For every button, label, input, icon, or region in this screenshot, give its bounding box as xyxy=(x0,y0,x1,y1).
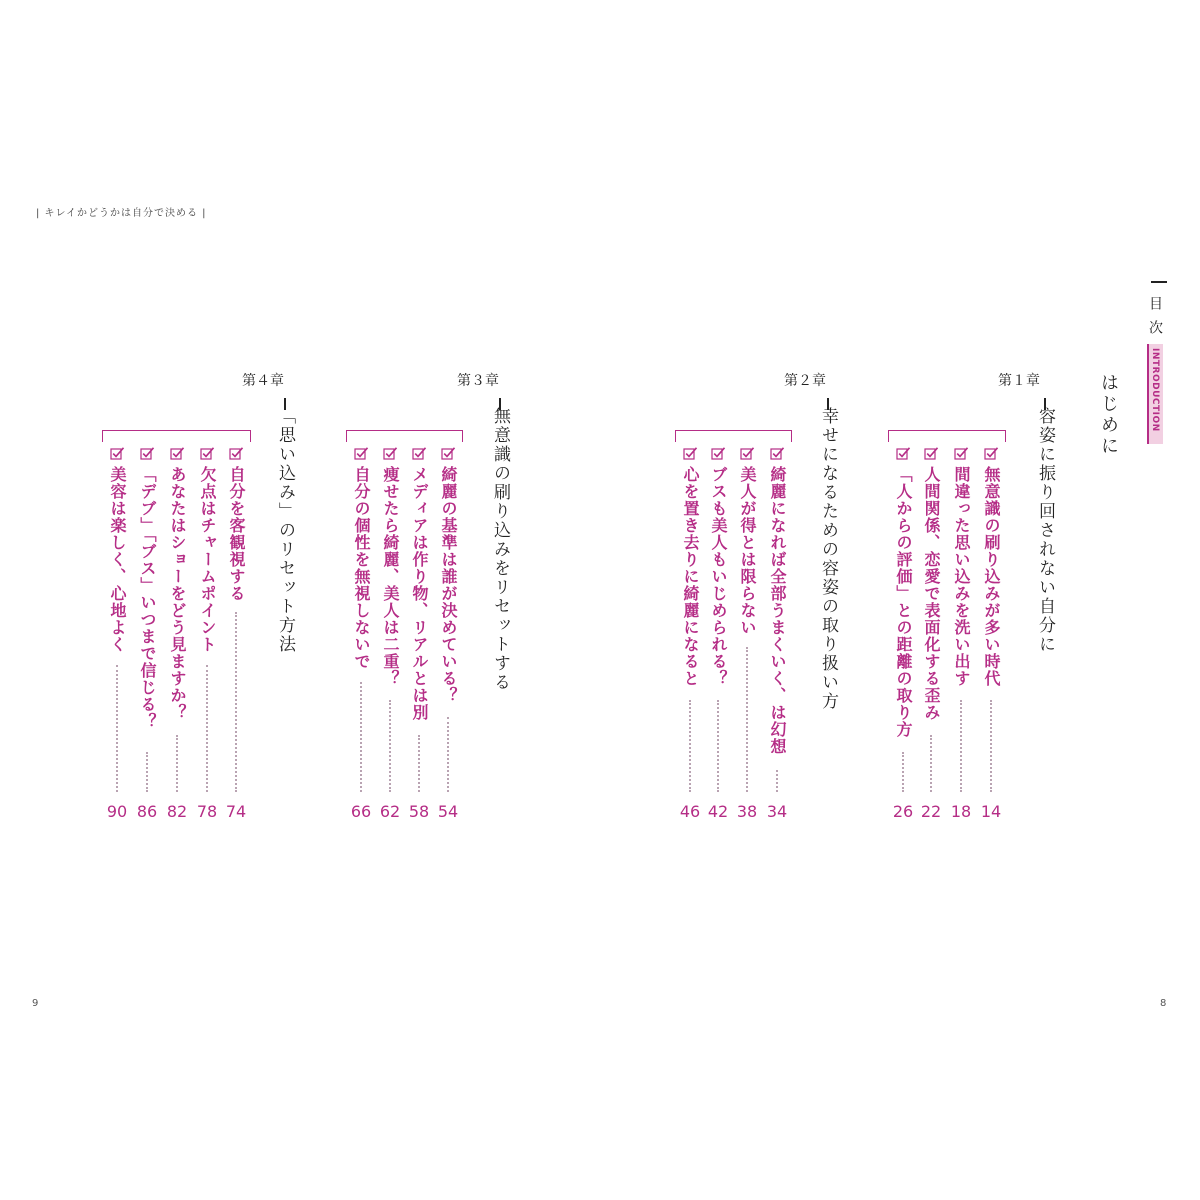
chapter-title[interactable]: 「思い込み」のリセット方法 xyxy=(275,407,295,654)
toc-page-number[interactable]: 38 xyxy=(736,802,758,821)
toc-page-number[interactable]: 86 xyxy=(136,802,158,821)
dotted-leader xyxy=(116,665,118,793)
toc-entry-title[interactable]: 自分の個性を無視しないで xyxy=(352,466,371,670)
toc-page-number[interactable]: 74 xyxy=(225,802,247,821)
checkbox-check-icon xyxy=(441,446,456,461)
dotted-leader xyxy=(717,700,719,793)
toc-page-number[interactable]: 82 xyxy=(166,802,188,821)
toc-entry-title[interactable]: 自分を客観視する xyxy=(227,466,246,602)
chapter-title[interactable]: 幸せになるための容姿の取り扱い方 xyxy=(818,407,838,711)
chapter-bracket xyxy=(346,430,463,442)
toc-page-number[interactable]: 26 xyxy=(892,802,914,821)
chapter-title[interactable]: 無意識の刷り込みをリセットする xyxy=(490,407,510,692)
toc-page-number[interactable]: 42 xyxy=(707,802,729,821)
toc-entry-title[interactable]: メディアは作り物、リアルとは別 xyxy=(410,466,429,721)
toc-page-number[interactable]: 54 xyxy=(437,802,459,821)
checkbox-check-icon xyxy=(683,446,698,461)
checkbox-check-icon xyxy=(354,446,369,461)
chapter-bracket xyxy=(102,430,251,442)
running-head: | キレイかどうかは自分で決める | xyxy=(36,208,207,219)
checkbox-check-icon xyxy=(924,446,939,461)
checkbox-check-icon xyxy=(412,446,427,461)
chapter-label: 第２章 xyxy=(784,373,826,389)
toc-page-number[interactable]: 58 xyxy=(408,802,430,821)
toc-entry-title[interactable]: 欠点はチャームポイント xyxy=(198,466,217,653)
intro-heading[interactable]: はじめに xyxy=(1098,373,1119,457)
dotted-leader xyxy=(930,735,932,793)
toc-entry-title[interactable]: 美人が得とは限らない xyxy=(738,466,757,636)
toc-title-rule xyxy=(1151,281,1167,283)
dotted-leader xyxy=(389,700,391,793)
chapter-bracket xyxy=(888,430,1006,442)
toc-entry-title[interactable]: 痩せたら綺麗、美人は二重？ xyxy=(381,466,400,687)
checkbox-check-icon xyxy=(896,446,911,461)
dotted-leader xyxy=(235,612,237,792)
toc-page-number[interactable]: 22 xyxy=(920,802,942,821)
checkbox-check-icon xyxy=(984,446,999,461)
toc-page-number[interactable]: 18 xyxy=(950,802,972,821)
toc-page-number[interactable]: 90 xyxy=(106,802,128,821)
toc-page-number[interactable]: 78 xyxy=(196,802,218,821)
dotted-leader xyxy=(960,700,962,793)
toc-entry-title[interactable]: 間違った思い込みを洗い出す xyxy=(952,466,971,687)
dotted-leader xyxy=(447,717,449,792)
introduction-label: INTRODUCTION xyxy=(1150,348,1160,432)
toc-page-number[interactable]: 62 xyxy=(379,802,401,821)
toc-entry-title[interactable]: 心を置き去りに綺麗になると xyxy=(681,466,700,687)
dotted-leader xyxy=(746,647,748,792)
checkbox-check-icon xyxy=(110,446,125,461)
checkbox-check-icon xyxy=(740,446,755,461)
toc-entry-title[interactable]: 無意識の刷り込みが多い時代 xyxy=(982,466,1001,687)
toc-entry-title[interactable]: 「人からの評価」との距離の取り方 xyxy=(894,466,913,738)
toc-entry-title[interactable]: 人間関係、恋愛で表面化する歪み xyxy=(922,466,941,721)
checkbox-check-icon xyxy=(200,446,215,461)
page-number-right: 8 xyxy=(1160,998,1167,1009)
toc-entry-title[interactable]: 綺麗になれば全部うまくいく、は幻想 xyxy=(768,466,787,755)
toc-entry-title[interactable]: あなたはショーをどう見ますか？ xyxy=(168,466,187,721)
checkbox-check-icon xyxy=(383,446,398,461)
introduction-band xyxy=(1147,344,1163,444)
toc-page-number[interactable]: 66 xyxy=(350,802,372,821)
dotted-leader xyxy=(689,700,691,793)
dotted-leader xyxy=(360,682,362,792)
checkbox-check-icon xyxy=(229,446,244,461)
dotted-leader xyxy=(206,665,208,793)
dotted-leader xyxy=(176,735,178,793)
chapter-label: 第３章 xyxy=(457,373,499,389)
dotted-leader xyxy=(418,735,420,793)
chapter-label: 第１章 xyxy=(998,373,1040,389)
dotted-leader xyxy=(146,752,148,792)
toc-entry-title[interactable]: 綺麗の基準は誰が決めている？ xyxy=(439,466,458,704)
dotted-leader xyxy=(776,770,778,793)
checkbox-check-icon xyxy=(770,446,785,461)
checkbox-check-icon xyxy=(954,446,969,461)
toc-entry-title[interactable]: 美容は楽しく、心地よく xyxy=(108,466,127,653)
toc-entry-title[interactable]: ブスも美人もいじめられる？ xyxy=(709,466,728,687)
chapter-bracket xyxy=(675,430,792,442)
page-number-left: 9 xyxy=(32,998,39,1009)
dotted-leader xyxy=(902,752,904,792)
toc-page-number[interactable]: 46 xyxy=(679,802,701,821)
checkbox-check-icon xyxy=(711,446,726,461)
toc-entry-title[interactable]: 「デブ」「ブス」いつまで信じる？ xyxy=(138,466,157,730)
checkbox-check-icon xyxy=(140,446,155,461)
checkbox-check-icon xyxy=(170,446,185,461)
chapter-label: 第４章 xyxy=(242,373,284,389)
toc-page-number[interactable]: 34 xyxy=(766,802,788,821)
toc-page-number[interactable]: 14 xyxy=(980,802,1002,821)
chapter-title[interactable]: 容姿に振り回されない自分に xyxy=(1035,407,1055,654)
dotted-leader xyxy=(990,700,992,793)
toc-title: 目次 xyxy=(1147,296,1163,344)
